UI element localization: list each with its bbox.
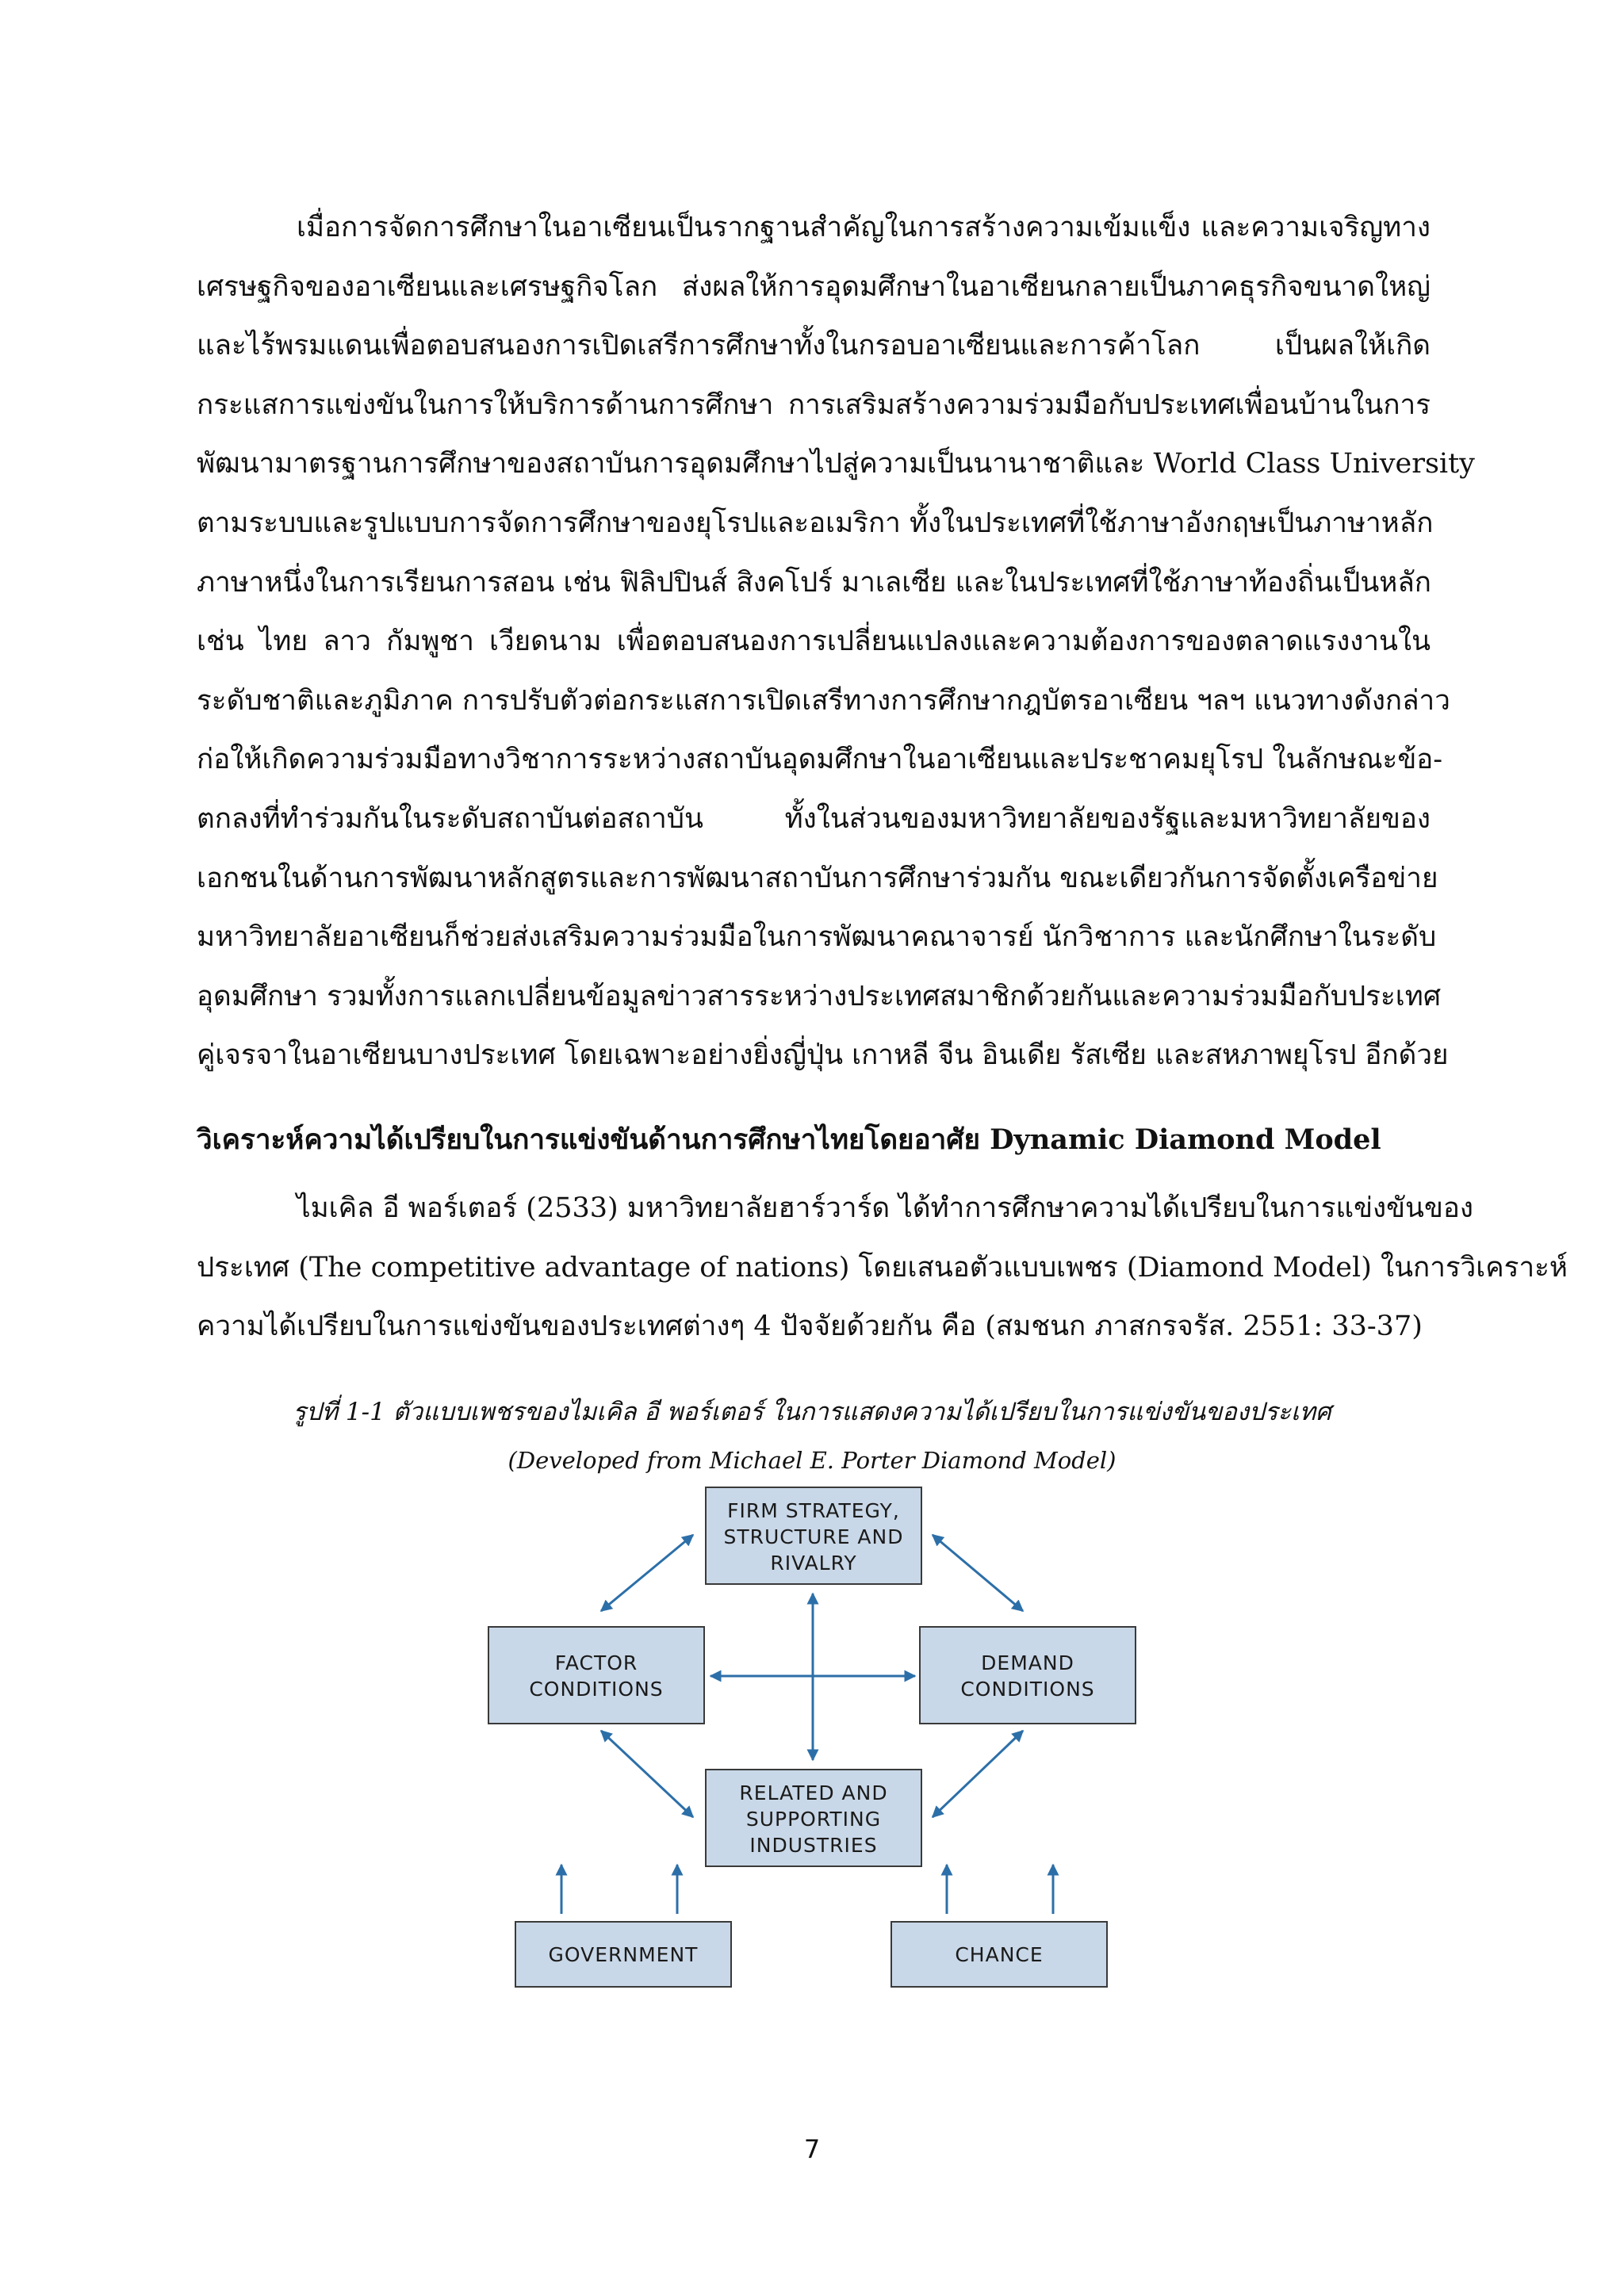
box-factor-conditions bbox=[488, 1627, 704, 1724]
paragraph-line: ภาษาหนึ่งในการเรียนการสอน เช่น ฟิลิปปินส์ สิงคโปร์ มาเลเซีย และในประเทศที่ใช้ภาษาท้องถิ่นเป็นหลัก bbox=[197, 566, 1431, 599]
firm-label-line2: STRUCTURE AND bbox=[723, 1525, 904, 1548]
paragraph-line: ระดับชาติและภูมิภาค การปรับตัวต่อกระแสการเปิดเสรีทางการศึกษากฎบัตรอาเซียน ฯลฯ แนวทางดังกล่าว bbox=[197, 684, 1450, 717]
paragraph-line: กระแสการแข่งขันในการให้บริการด้านการศึกษา การเสริมสร้างความร่วมมือกับประเทศเพื่อนบ้านในการ bbox=[197, 388, 1431, 421]
box-demand-conditions bbox=[920, 1627, 1136, 1724]
paragraph-porter bbox=[197, 1179, 1568, 1357]
paragraph-line: ไมเคิล อี พอร์เตอร์ (2533) มหาวิทยาลัยฮาร์วาร์ด ได้ทำการศึกษาความได้เปรียบในการแข่งขันของ bbox=[297, 1192, 1473, 1224]
firm-label-line3: RIVALRY bbox=[770, 1552, 857, 1575]
chance-label: CHANCE bbox=[955, 1943, 1044, 1966]
demand-label-line1: DEMAND bbox=[981, 1651, 1074, 1674]
paragraph-line: เอกชนในด้านการพัฒนาหลักสูตรและการพัฒนาสถาบันการศึกษาร่วมกัน ขณะเดียวกันการจัดตั้งเครือข่าย bbox=[197, 862, 1438, 894]
paragraph-line: เมื่อการจัดการศึกษาในอาเซียนเป็นรากฐานสำคัญในการสร้างความเข้มแข็ง และความเจริญทาง bbox=[297, 212, 1431, 243]
government-label: GOVERNMENT bbox=[548, 1943, 699, 1966]
paragraph-intro bbox=[197, 198, 1475, 1085]
diamond-model-diagram bbox=[484, 1483, 1142, 1990]
firm-label-line1: FIRM STRATEGY, bbox=[727, 1499, 900, 1522]
paragraph-line: พัฒนามาตรฐานการศึกษาของสถาบันการอุดมศึกษาไปสู่ความเป็นนานาชาติและ World Class University bbox=[197, 448, 1475, 480]
paragraph-line: และไร้พรมแดนเพื่อตอบสนองการเปิดเสรีการศึกษาทั้งในกรอบอาเซียนและการค้าโลก เป็นผลให้เกิด bbox=[197, 330, 1431, 362]
paragraph-line: คู่เจรจาในอาเซียนบางประเทศ โดยเฉพาะอย่างยิ่งญี่ปุ่น เกาหลี จีน อินเดีย รัสเซีย และสหภาพยุโรป อีกด้วย bbox=[197, 1039, 1449, 1072]
paragraph-line: มหาวิทยาลัยอาเซียนก็ช่วยส่งเสริมความร่วมมือในการพัฒนาคณาจารย์ นักวิชาการ และนักศึกษาในระดับ bbox=[197, 921, 1437, 954]
paragraph-line: ประเทศ (The competitive advantage of nations) โดยเสนอตัวแบบเพชร (Diamond Model) ในการวิเคราะห์ bbox=[197, 1251, 1568, 1284]
factor-label-line2: CONDITIONS bbox=[529, 1678, 664, 1701]
paragraph-line: ก่อให้เกิดความร่วมมือทางวิชาการระหว่างสถาบันอุดมศึกษาในอาเซียนและประชาคมยุโรป ในลักษณะข้อ- bbox=[197, 744, 1443, 776]
paragraph-line: เช่น ไทย ลาว กัมพูชา เวียดนาม เพื่อตอบสนองการเปลี่ยนแปลงและความต้องการของตลาดแรงงานใน bbox=[197, 626, 1431, 658]
arrow-factor-firm bbox=[601, 1535, 693, 1611]
arrow-firm-demand bbox=[933, 1535, 1023, 1611]
paragraph-line: เศรษฐกิจของอาเซียนและเศรษฐกิจโลก ส่งผลให้การอุดมศึกษาในอาเซียนกลายเป็นภาคธุรกิจขนาดใหญ่ bbox=[197, 270, 1431, 303]
related-label-line1: RELATED AND bbox=[739, 1781, 888, 1804]
page-number: 7 bbox=[803, 2134, 821, 2164]
paragraph-line: อุดมศึกษา รวมทั้งการแลกเปลี่ยนข้อมูลข่าวสารระหว่างประเทศสมาชิกด้วยกันและความร่วมมือกับประเทศ bbox=[197, 980, 1442, 1012]
figure-subcaption: (Developed from Michael E. Porter Diamond Model) bbox=[508, 1447, 1116, 1474]
demand-label-line2: CONDITIONS bbox=[960, 1678, 1095, 1701]
related-label-line3: INDUSTRIES bbox=[749, 1834, 878, 1857]
figure-caption: รูปที่ 1-1 ตัวแบบเพชรของไมเคิล อี พอร์เตอร์ ในการแสดงความได้เปรียบในการแข่งขันของประเทศ bbox=[293, 1398, 1331, 1426]
paragraph-line: ความได้เปรียบในการแข่งขันของประเทศต่างๆ 4 ปัจจัยด้วยกัน คือ (สมชนก ภาสกรจรัส. 2551: 33-37) bbox=[197, 1311, 1423, 1343]
related-label-line2: SUPPORTING bbox=[745, 1808, 882, 1831]
paragraph-line: ตามระบบและรูปแบบการจัดการศึกษาของยุโรปและอเมริกา ทั้งในประเทศที่ใช้ภาษาอังกฤษเป็นภาษาหลัก bbox=[197, 507, 1434, 539]
factor-label-line1: FACTOR bbox=[554, 1651, 638, 1674]
arrow-factor-related bbox=[601, 1731, 693, 1817]
section-heading: วิเคราะห์ความได้เปรียบในการแข่งขันด้านการศึกษาไทยโดยอาศัย Dynamic Diamond Model bbox=[197, 1123, 1381, 1156]
arrow-related-demand bbox=[933, 1731, 1023, 1817]
paragraph-line: ตกลงที่ทำร่วมกันในระดับสถาบันต่อสถาบัน ทั้งในส่วนของมหาวิทยาลัยของรัฐและมหาวิทยาลัยของ bbox=[197, 802, 1431, 835]
